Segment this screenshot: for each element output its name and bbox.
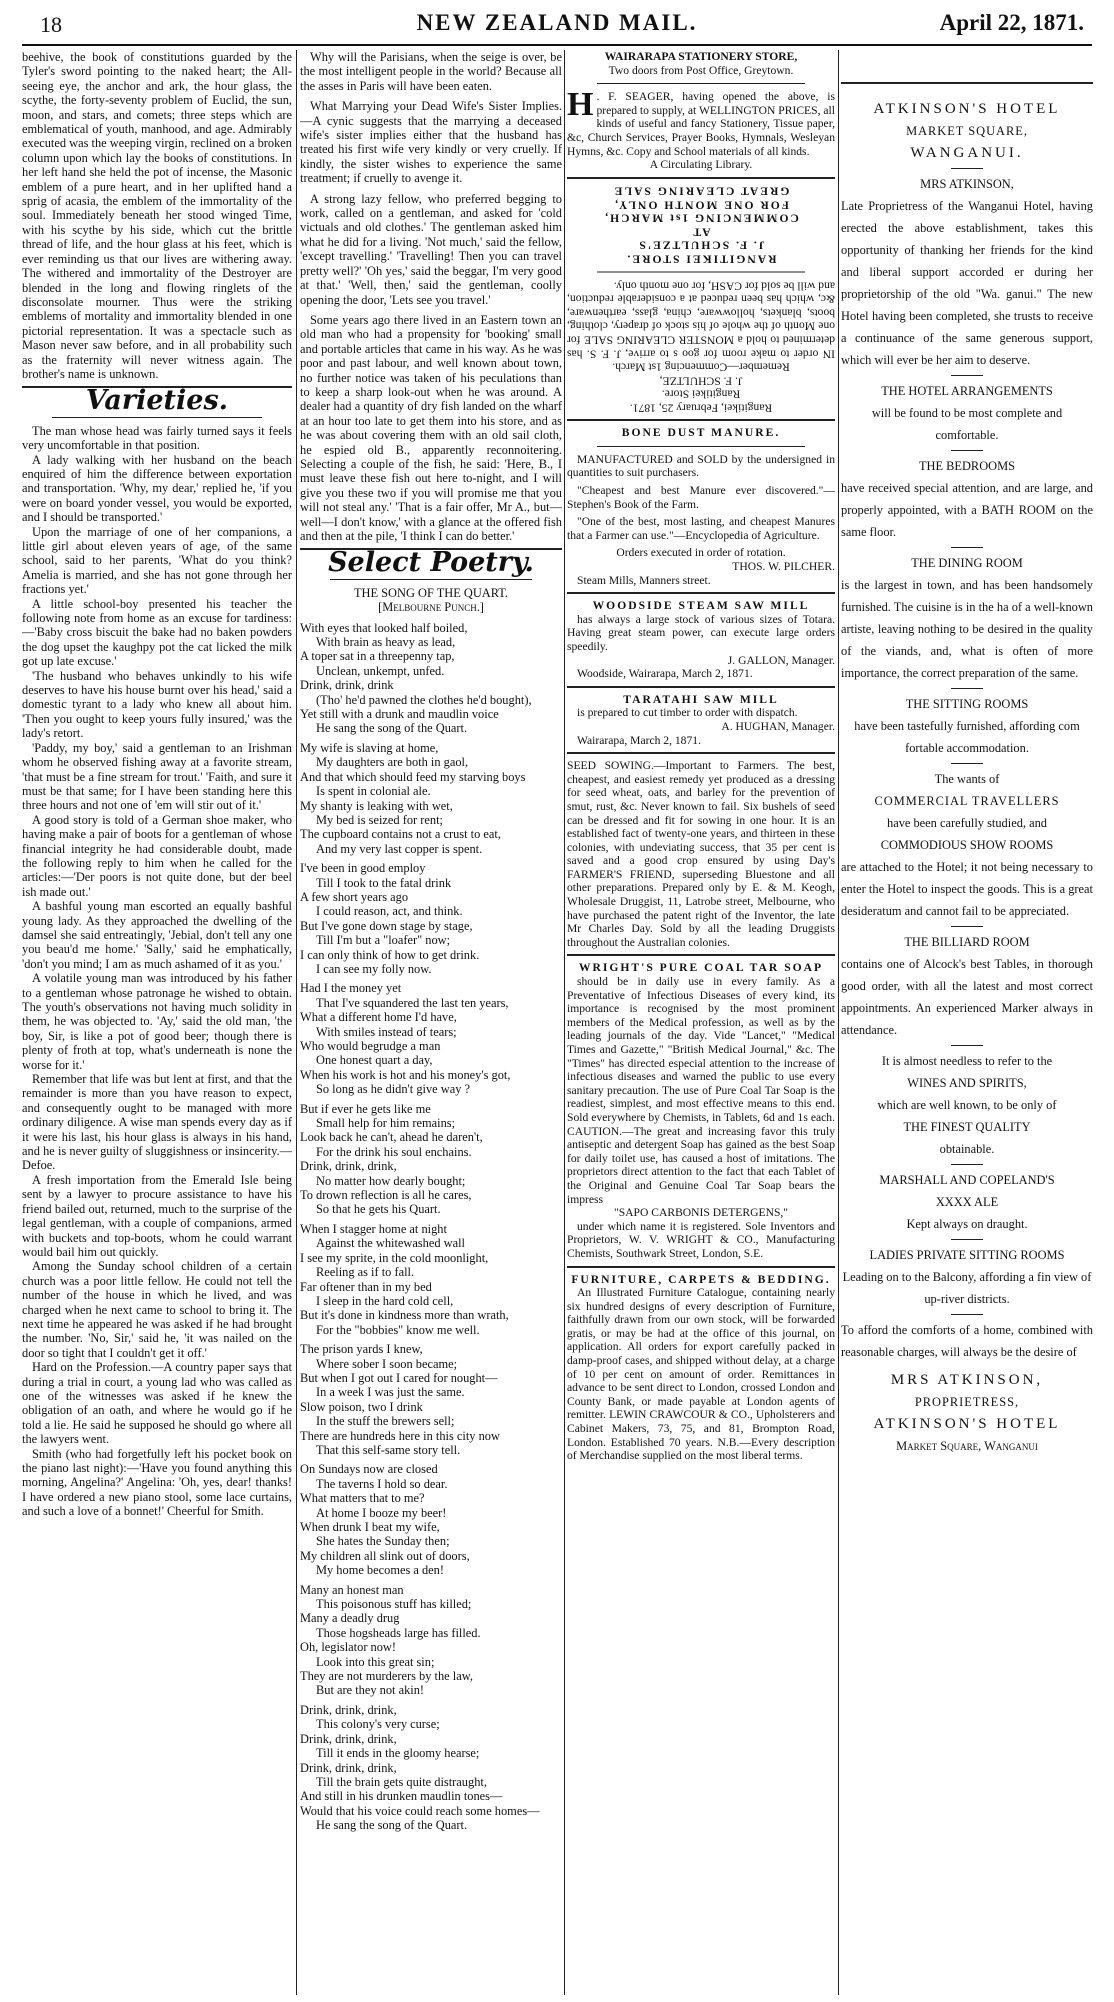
clearing-sale-ad-inverted xyxy=(567,184,835,415)
page-number: 18 xyxy=(40,12,62,37)
bone-orders: Orders executed in order of rotation. xyxy=(616,546,786,560)
poem-stanza xyxy=(300,1102,562,1217)
varieties-list xyxy=(22,424,292,1519)
clearing-heading-line: J. F. SCHULTZE'S xyxy=(637,238,765,252)
fish-item: Some years ago there lived in an Eastern town an old man who had a propensity for 'booking' small and portable articles that came in his way. As he was poor and past labour, and well known about town, no further notice was taken of his peculations than to keep a sharp look-out when he was around. A dealer had a quantity of dry fish landed on the wharf at an hour too late to get them into his store, and as he was about covering them with an old sail cloth, he espied old B., apparently reconnoitering. Selecting a couple of the fish, he said: 'Here, B., I must leave these fish out here to-night, and I will give you these two if you will promise me that you will not steal any.' 'That is a fair offer, Mr A., but—well—I don't know,' with a glance at the offered fish and then at the pile, 'I think I can do better.' xyxy=(300,312,562,543)
column-1 xyxy=(22,50,292,1995)
poem-line: A toper sat in a threepenny tap, xyxy=(300,649,455,664)
wright-body: should be in daily use in every family. As a Preventative of Infectious Diseases of every kind, its importance is recognised by the most prominent members of the Medical profession, as well as by the leading journals of the day. Vide "Lancet," "Medical Times and Gazette," "British Medical Journal," &c. The "Times" has directed especial attention to the increase of infectious diseases and warned the public to use every sanitary precaution. The use of Pure Coal Tar Soap is the readiest, simplest, and most effective means to this end. Sold everywhere by Chemists, in Tablets, 6d and 1s each. CAUTION.—The great and increasing favor this truly antiseptic and detergent Soap has gained as the best Soap for daily toilet use, has caused a host of imitations. The proprietors direct attention to the fact that each Tablet of the Original and Genuine Coal Tar Soap bears the impress xyxy=(567,975,835,1206)
poem-line: Who would begrudge a man xyxy=(300,1039,441,1053)
poem-line: He sang the song of the Quart. xyxy=(316,1818,468,1833)
wairarapa-title: WAIRARAPA STATIONERY STORE, xyxy=(604,50,798,63)
arrangements-heading: THE HOTEL ARRANGEMENTS xyxy=(881,384,1053,398)
ad-rule xyxy=(567,686,835,688)
poem-line: My home becomes a den! xyxy=(316,1563,444,1578)
ad-rule xyxy=(597,446,805,447)
varieties-heading: Varieties. xyxy=(85,385,229,417)
ad-rule xyxy=(951,926,983,927)
column-divider xyxy=(564,50,565,1995)
clearing-heading-line: AT xyxy=(691,225,711,239)
variety-item: Hard on the Profession.—A country paper says that during a trial in court, a young lad who was called as one of the witnesses was asked if he knew the obligation of an oath, and where he would go if he told a lie. He said he supposed he should go where all the lawyers went. xyxy=(22,1360,292,1447)
poem-line: Drink, drink, drink xyxy=(300,678,394,693)
ale-body: Kept always on draught. xyxy=(906,1217,1028,1231)
dining-heading: THE DINING ROOM xyxy=(911,556,1023,570)
hotel-town: WANGANUI. xyxy=(910,145,1024,161)
taratahi-title: TARATAHI SAW MILL xyxy=(623,692,779,706)
obtainable-text: obtainable. xyxy=(939,1142,995,1156)
poem-line: He sang the song of the Quart. xyxy=(316,721,468,736)
masthead xyxy=(20,4,1094,44)
taratahi-sign: A. HUGHAN, Manager. xyxy=(721,719,835,733)
dining-body: is the largest in town, and has been handsomely furnished. The cuisine is in the ha of a well-known artiste, leaving nothing to be desired in the quality of the viands, and, what is often of more importance, the correct preparation of the same. xyxy=(841,578,1093,680)
poem-line: Unclean, unkempt, unfed. xyxy=(316,663,445,678)
poem-line: What matters that to me? xyxy=(300,1491,425,1506)
poem-line: Small help for him remains; xyxy=(316,1116,456,1131)
wright-title: WRIGHT'S PURE COAL TAR SOAP xyxy=(578,961,824,975)
poem-line: With brain as heavy as lead, xyxy=(316,635,456,650)
bone-sign: THOS. W. PILCHER. xyxy=(732,560,835,573)
poem-line: I can only think of how to get drink. xyxy=(300,947,480,962)
ad-rule xyxy=(951,1045,983,1046)
ad-rule xyxy=(567,177,835,179)
woodside-title: WOODSIDE STEAM SAW MILL xyxy=(592,599,810,613)
poem-line: I can see my folly now. xyxy=(316,961,432,976)
poem-line: What a different home I'd have, xyxy=(300,1010,457,1025)
ad-rule xyxy=(951,1164,983,1165)
proprietor: MRS ATKINSON, xyxy=(920,177,1014,191)
poem-stanza xyxy=(300,1222,562,1337)
bone-quote-1: "Cheapest and best Manure ever discovered."—Stephen's Book of the Farm. xyxy=(567,484,835,511)
poem-line: Far oftener than in my bed xyxy=(300,1279,432,1294)
poem-line: But it's done in kindness more than wrath, xyxy=(300,1308,509,1323)
poem-line: She hates the Sunday then; xyxy=(316,1534,450,1549)
poem-line: I could reason, act, and think. xyxy=(316,904,463,919)
variety-item: Smith (who had forgetfully left his pocket book on the piano last night):—'Have you found anything this morning, Angelina?' Angelina: 'Oh, yes, dear! thanks! I have ordered a new piano stool, some lace curtains, and such a love of a bonnet!' Cheerful for Smith. xyxy=(22,1446,292,1519)
ad-rule xyxy=(841,82,1093,84)
poem-line: That I've squandered the last ten years, xyxy=(316,995,509,1010)
seed-sowing-ad: SEED SOWING.—Important to Farmers. The best, cheapest, and easiest remedy yet produced as a dressing for seed wheat, oats, and barley for the prevention of smut, rust, &c. Never known to fail. Six bushels of seed can be dressed and fit for sowing in one hour. It is an established fact of twenty-one years, and thirteen in these colonies, with undeviating success, that 35 per cent is saved and a good crop ensured by using Day's FARMER'S FRIEND, superseding Bluestone and all other preparations. Prepared only by E. & M. Keogh, Wholesale Druggist, 11, Latrobe street, Melbourne, who have purchased the patent right of the Inventor, the late Mr Charles Day. Sold by all the leading Druggists throughout the Australian colonies. xyxy=(567,759,835,949)
wairarapa-subtitle: Two doors from Post Office, Greytown. xyxy=(608,63,794,77)
poem-line: I've been in good employ xyxy=(300,861,426,876)
sign-address: Market Square, Wanganui xyxy=(896,1439,1038,1453)
sign-name: MRS ATKINSON, xyxy=(890,1372,1044,1388)
poem-line: With smiles instead of tears; xyxy=(316,1024,457,1039)
ad-rule xyxy=(567,954,835,956)
poem-line: When I stagger home at night xyxy=(300,1221,447,1236)
bedrooms-body: have received special attention, and are large, and properly appointed, with a BATH ROOM on the same floor. xyxy=(841,481,1093,539)
poem-line: My daughters are both in gaol, xyxy=(316,755,469,770)
poem-line: Those hogsheads large has filled. xyxy=(316,1625,481,1640)
poem-line: No matter how dearly bought; xyxy=(316,1173,466,1188)
ad-rule xyxy=(567,752,835,754)
poem-stanza xyxy=(300,981,562,1096)
ladies-body: Leading on to the Balcony, affording a fin view of up-river districts. xyxy=(842,1270,1092,1306)
header-rule xyxy=(22,44,1092,46)
poem-stanza xyxy=(300,621,562,736)
poem-line: My shanty is leaking with wet, xyxy=(300,798,453,813)
hotel-square: MARKET SQUARE, xyxy=(906,124,1028,138)
variety-item: A volatile young man was introduced by his father to a gentleman whose patronage he wished to obtain. The youth's observations not having much solidity in them, he was objected to. 'Ay,' said the old man, 'the boy, Sir, is like a pot of good beer; though there is plenty of froth at top, what's underneath is none the worse for it.' xyxy=(22,971,292,1072)
poem-line: My bed is seized for rent; xyxy=(316,812,443,827)
furniture-title: FURNITURE, CARPETS & BEDDING. xyxy=(571,1272,831,1286)
poem-line: When his work is hot and his money's got, xyxy=(300,1067,511,1082)
clearing-date: Rangitikei, February 25, 1871. xyxy=(629,401,773,415)
wines-heading: WINES AND SPIRITS, xyxy=(907,1076,1027,1090)
poem-line: (Tho' he'd pawned the clothes he'd bought), xyxy=(316,692,532,707)
poem-line: And that which should feed my starving boys xyxy=(300,769,526,784)
bone-title: BONE DUST MANURE. xyxy=(621,426,781,440)
poem-body xyxy=(300,621,562,1833)
woodside-sign: J. GALLON, Manager. xyxy=(727,653,835,667)
poem-line: I sleep in the hard cold cell, xyxy=(316,1293,454,1308)
poem-line: Reeling as if to fall. xyxy=(316,1265,415,1280)
ad-rule xyxy=(951,450,983,451)
poem-line: The cupboard contains not a crust to eat, xyxy=(300,827,501,842)
ladies-heading: LADIES PRIVATE SITTING ROOMS xyxy=(869,1248,1065,1262)
studied-text: have been carefully studied, and xyxy=(887,816,1047,830)
variety-item: A good story is told of a German shoe maker, who having make a pair of boots for a gentleman of whose financial integrity he had considerable doubt, made the following reply to him when he called for the articles:—'Der poors is not quite done, but der beel ish made out.' xyxy=(22,812,292,899)
poem-line: The taverns I hold so dear. xyxy=(316,1476,448,1491)
woodside-date: Woodside, Wairarapa, March 2, 1871. xyxy=(577,667,753,681)
variety-item: A little school-boy presented his teacher the following note from home as an excuse for tardiness:—'Baby cross biscuit the bake had no baken powders the dog upset the kaughpy pot the cat licked the milk got up late excuse.' xyxy=(22,596,292,669)
arrangements-body: will be found to be most complete and comfortable. xyxy=(871,406,1063,442)
poem-line: Look back he can't, ahead he daren't, xyxy=(300,1130,483,1145)
taratahi-body: is prepared to cut timber to order with dispatch. xyxy=(577,706,798,720)
poem-line: In a week I was just the same. xyxy=(316,1385,465,1400)
poem-line: Where sober I soon became; xyxy=(316,1356,458,1371)
clearing-lines xyxy=(567,184,835,266)
hotel-intro: Late Proprietress of the Wanganui Hotel, having erected the above establishment, takes this opportunity of thanking her friends for the kind and liberal support accorded er during her proprietorship of the old "Wa. ganui." The new Hotel having been completed, she trusts to receive a continuance of the same generous support, which will ever be her aim to deserve. xyxy=(841,199,1093,367)
poem-line: Drink, drink, drink, xyxy=(300,1760,397,1775)
bedrooms-heading: THE BEDROOMS xyxy=(918,459,1016,473)
poem-line: One honest quart a day, xyxy=(316,1053,433,1068)
needless-text: It is almost needless to refer to the xyxy=(881,1054,1053,1068)
section-rule xyxy=(330,579,532,580)
bone-quote-2: "One of the best, most lasting, and cheapest Manures that a Farmer can use."—Encyclopedia of Agriculture. xyxy=(567,515,835,542)
poem-line: This poisonous stuff has killed; xyxy=(316,1597,472,1612)
sitting-heading: THE SITTING ROOMS xyxy=(905,697,1029,711)
variety-item: The man whose head was fairly turned says it feels very uncomfortable in that position. xyxy=(22,423,292,453)
ale-heading: MARSHALL AND COPELAND'S xyxy=(879,1173,1055,1187)
poem-line: And my very last copper is spent. xyxy=(316,841,483,856)
variety-item: Remember that life was but lent at first, and that the remainder is more than you have reason to expect, and consequently ought to be managed with more ordinary diligence. A wise man spends every day as if it were his last, his hour glass is always in his hand, and he is never guilty of sluggishness or insincerity.—Defoe. xyxy=(22,1072,292,1173)
poem-line: I see my sprite, in the cold moonlight, xyxy=(300,1250,489,1265)
poem-line: Yet still with a drunk and maudlin voice xyxy=(300,707,499,722)
taratahi-date: Wairarapa, March 2, 1871. xyxy=(577,733,701,747)
ale-xxxx: XXXX ALE xyxy=(935,1195,999,1209)
ad-rule xyxy=(951,375,983,376)
column-2 xyxy=(300,50,562,1995)
column-4 xyxy=(841,50,1093,1995)
poem-line: At home I booze my beer! xyxy=(316,1505,447,1520)
wairarapa-library: A Circulating Library. xyxy=(649,158,753,172)
drop-cap: H xyxy=(567,86,594,124)
ad-rule xyxy=(951,763,983,764)
variety-item: Among the Sunday school children of a certain church was a poor little fellow. He could not tell the number of the house in which he lived, and was charged when he next came to school to bring it. The next time he appeared he was asked if he had brought the number. 'No, Sir,' said he, 'it was nailed on the door so tight that I couldn't get it off.' xyxy=(22,1259,292,1360)
ad-rule xyxy=(951,1314,983,1315)
ad-rule xyxy=(951,168,983,169)
clearing-heading-line: RANGITIKEI STORE. xyxy=(625,252,777,266)
poem-line: There are hundreds here in this city now xyxy=(300,1428,500,1443)
wright-impress: "SAPO CARBONIS DETERGENS," xyxy=(613,1206,789,1220)
poem-title: THE SONG OF THE QUART. xyxy=(353,585,509,600)
commercial-heading: COMMERCIAL TRAVELLERS xyxy=(874,794,1060,808)
poem-line: Till I took to the fatal drink xyxy=(316,875,452,890)
variety-item: 'Paddy, my boy,' said a gentleman to an Irishman whom he observed fishing away at a favorite stream, 'that must be a fine stream for trout.' 'Faith, and sure it must be that same; for I have been standing here this three hours and not one of 'em will stir out of it.' xyxy=(22,740,292,813)
ad-rule xyxy=(597,271,805,272)
poem-line: On Sundays now are closed xyxy=(300,1462,438,1477)
bone-body: MANUFACTURED and SOLD by the undersigned in quantities to suit purchasers. xyxy=(567,452,835,480)
poem-line: To drown reflection is all he cares, xyxy=(300,1188,472,1203)
bone-address: Steam Mills, Manners street. xyxy=(577,573,711,587)
clearing-store: Rangitikei Store. xyxy=(661,387,741,401)
wines-body: which are well known, to be only of xyxy=(877,1098,1057,1112)
poem-stanza xyxy=(300,861,562,976)
sign-hotel: ATKINSON'S HOTEL xyxy=(873,1416,1061,1432)
clearing-heading-line: FOR ONE MONTH ONLY, xyxy=(613,197,789,211)
wairarapa-body: . F. SEAGER, having opened the above, is prepared to supply, at WELLINGTON PRICES, all kinds of useful and fancy Stationery, Tissue paper, &c, Church Services, Prayer Books, Hymnals, Wesleyan Hymns, &c. Copy and School materials of all kinds. xyxy=(567,90,835,158)
paris-item: Why will the Parisians, when the seige is over, be the most intelligent people in the world? Because all the asses in Paris will have been eaten. xyxy=(300,50,562,93)
ad-rule xyxy=(951,1239,983,1240)
poem-line: Drink, drink, drink, xyxy=(300,1702,397,1717)
poem-stanza xyxy=(300,741,562,856)
wants-text: The wants of xyxy=(934,772,1000,786)
column-divider xyxy=(838,50,839,1995)
poem-line: This colony's very curse; xyxy=(316,1717,440,1732)
dead-wife-item: What Marrying your Dead Wife's Sister Implies.—A cynic suggests that the marrying a deceased wife's sister implies either that the husband has treated his first wife very kindly or very cruelly. If kindly, the sister wishes to experience the same treatment; if cruelly to avenge it. xyxy=(300,99,562,186)
poem-line: But I've gone down stage by stage, xyxy=(300,918,473,933)
poem-line: Drink, drink, drink, xyxy=(300,1731,397,1746)
poem-line: Till I'm but a "loafer" now; xyxy=(316,933,451,948)
poem-line: A few short years ago xyxy=(300,889,409,904)
poem-source: [Melbourne Punch.] xyxy=(378,600,484,615)
poem-line: Many a deadly drug xyxy=(300,1611,400,1626)
poem-line: But are they not akin! xyxy=(316,1683,425,1698)
clearing-heading-line: COMMENCING 1st MARCH, xyxy=(603,211,799,225)
ad-rule xyxy=(567,592,835,594)
poem-line: Slow poison, two I drink xyxy=(300,1399,423,1414)
variety-item: A fresh importation from the Emerald Isle being sent by a lawyer to procure assistance to have his friend bailed out, returned, much to the surprise of the legal gentleman, with a couple of companions, armed with buckets and top-boots, whom he could warrant would bail him out quickly. xyxy=(22,1172,292,1259)
poem-line: When drunk I beat my wife, xyxy=(300,1520,440,1534)
poem-line: But if ever he gets like me xyxy=(300,1101,431,1116)
poem-stanza xyxy=(300,1342,562,1457)
poem-line: For the "bobbies" know me well. xyxy=(316,1322,480,1337)
wright-foot: under which name it is registered. Sole Inventors and Proprietors, W. V. WRIGHT & CO., Manufacturing Chemists, Southwark Street, London, S.E. xyxy=(567,1219,835,1260)
poem-line: The prison yards I knew, xyxy=(300,1342,423,1357)
clearing-heading-line: GREAT CLEARING SALE xyxy=(612,184,790,198)
ad-rule xyxy=(597,83,805,84)
poem-line: Is spent in colonial ale. xyxy=(316,784,431,799)
poem-line: But when I got out I cared for nought— xyxy=(300,1370,498,1385)
billiard-body: contains one of Alcock's best Tables, in thorough good order, with all the latest and most correct appointments. An experienced Marker always in attendance. xyxy=(841,957,1093,1037)
newspaper-title: NEW ZEALAND MAIL. xyxy=(416,10,698,35)
variety-item: A lady walking with her husband on the beach enquired of him the difference between exportation and transportation. 'Why, my dear,' replied he, 'if you were on board yonder vessel, you would be exported, and I should be transported.' xyxy=(22,452,292,525)
ad-rule xyxy=(951,688,983,689)
ad-rule xyxy=(567,419,835,421)
billiard-heading: THE BILLIARD ROOM xyxy=(904,935,1030,949)
poem-line: Had I the money yet xyxy=(300,981,402,996)
section-rule xyxy=(52,417,262,418)
poem-line: Look into this great sin; xyxy=(316,1654,435,1669)
show-rooms-body: are attached to the Hotel; it not being necessary to enter the Hotel to inspect the goods. This is a great desideratum and cannot fail to be appreciated. xyxy=(841,860,1093,918)
woodside-body: has always a large stock of various sizes of Totara. Having great steam power, can execute large orders speedily. xyxy=(567,612,835,653)
poem-line: So that he gets his Quart. xyxy=(316,1202,441,1217)
variety-item: Upon the marriage of one of her companions, a little girl about eleven years of age, of the same school, said to her parents, 'What do you think? Amelia is married, and she has not gone through her fractions yet.' xyxy=(22,524,292,597)
lodge-article: beehive, the book of constitutions guarded by the Tyler's sword pointing to the naked heart; the All-seeing eye, the anchor and ark, the hour glass, the scythe, the forty-seventy problem of Euclid, the sun, moon, and stars, and comets; three steps which are emblematical of youth, manhood, and age. Admirably executed was the weeping virgin, reclined on a broken column upon which lay the books of constitutions. In her left hand she held the pot of incense, the Masonic emblem of a pure heart, and in her uplifted hand a sprig of acasia, the emblem of the immortality of the soul. Immediately beneath her stood winged Time, with his scythe by his side, which cut the brittle thread of life, and the hour glass at his feet, which is ever reminding us that our lives are withering away. The withered and immortality of the Destroyer are blended in the long and flowing ringlets of the disconsolate mourner. Thus were the striking emblems of mortality and immortality blended in one pictorial representation. It was a spectacle such as Mason never saw before, and in all probability such as the fraternity will never witness again. The brother's name is unknown. xyxy=(22,50,292,381)
lazy-fellow-item: A strong lazy fellow, who preferred begging to work, called on a gentleman, and asked for 'cold victuals and old clothes.' The gentleman asked him what he did for a living. 'Not much,' said the fellow, 'except travelling.' 'Travelling! Then you can travel pretty well?' 'Oh yes,' said the beggar, I'm very good at that.' 'Well, then,' said the gentleman, coolly opening the door, 'Lets see you travel.' xyxy=(300,191,562,307)
clearing-sign: J. F. SCHULTZE, xyxy=(659,374,743,388)
column-3 xyxy=(567,50,835,1995)
clearing-remember: Remember—Commencing 1st March. xyxy=(612,360,790,374)
poem-line: Against the whitewashed wall xyxy=(316,1236,465,1251)
poem-line: Till it ends in the gloomy hearse; xyxy=(316,1746,480,1761)
poem-stanza xyxy=(300,1462,562,1577)
variety-item: A bashful young man escorted an equally bashful young lady. As they approached the dwelling of the damsel she said entreatingly, 'Jebial, don't tell any one you beau'd me home.' 'Sally,' said he emphatically, 'don't you mind; I am as much ashamed of it as you.' xyxy=(22,899,292,971)
poem-stanza xyxy=(300,1583,562,1698)
poem-line: That this self-same story tell. xyxy=(316,1442,461,1457)
poem-line: In the stuff the brewers sell; xyxy=(316,1414,455,1429)
poem-line: My children all slink out of doors, xyxy=(300,1548,470,1563)
sitting-body: have been tastefully furnished, affording com fortable accommodation. xyxy=(854,719,1080,755)
column-divider xyxy=(296,50,297,1995)
poem-line: Till the brain gets quite distraught, xyxy=(316,1774,487,1789)
ad-rule xyxy=(567,1266,835,1268)
poem-line: They are not murderers by the law, xyxy=(300,1669,473,1684)
sign-title: PROPRIETRESS, xyxy=(914,1395,1020,1409)
poem-line: Oh, legislator now! xyxy=(300,1640,397,1655)
variety-item: 'The husband who behaves unkindly to his wife deserves to have his house burnt over his head,' said a domestic tyrant to a lady who knew all about him. 'Then you ought to keep yours fully insured,' was the lady's retort. xyxy=(22,668,292,741)
poem-line: My wife is slaving at home, xyxy=(300,740,439,755)
poem-stanza xyxy=(300,1703,562,1833)
poem-line: And still in his drunken maudlin tones— xyxy=(300,1789,503,1804)
poetry-heading: Select Poetry. xyxy=(328,547,534,579)
poem-line: Drink, drink, drink, xyxy=(300,1159,397,1174)
hotel-name: ATKINSON'S HOTEL xyxy=(873,101,1061,117)
poem-line: Would that his voice could reach some homes— xyxy=(300,1803,540,1818)
comforts-text: To afford the comforts of a home, combined with reasonable charges, will always be the desire of xyxy=(841,1323,1093,1359)
poem-line: For the drink his soul enchains. xyxy=(316,1144,472,1159)
poem-line: Many an honest man xyxy=(300,1582,404,1597)
ad-rule xyxy=(951,547,983,548)
poem-line: With eyes that looked half boiled, xyxy=(300,620,468,635)
clearing-body: IN order to make room for goo s to arrive, J. F. S. has determined to hold a MONSTER CLEARING SALE for one Month of the whole of his stock of drapery, clothing, boots, blankets, hollowware, china, glass, earthenware, &c, which has been reduced at a considerable reduction, and will be sold for CASH, for one month only. xyxy=(567,278,835,360)
finest-heading: THE FINEST QUALITY xyxy=(903,1120,1031,1134)
furniture-body: An Illustrated Furniture Catalogue, containing nearly six hundred designs of every description of Furniture, faithfully drawn from our own stock, will be forwarded gratis, or may be had at the office of this journal, on application. All orders for export carefully packed in damp-proof cases, and shipped without delay, at a charge of 10 per cent on amount of order. Remittances in advance to be sent direct to London, crossed London and County Bank, or made payable at London agents of remitter. LEWIN CRAWCOUR & CO., Upholsterers and Cabinet Makers, 73, 75, and 81, Brompton Road, London. Established 70 years. N.B.—Every description of Merchandise supplied on the most liberal terms. xyxy=(567,1286,835,1463)
show-rooms-heading: COMMODIOUS SHOW ROOMS xyxy=(880,838,1054,852)
issue-date: April 22, 1871. xyxy=(939,10,1084,35)
poem-line: So long as he didn't give way ? xyxy=(316,1082,470,1097)
